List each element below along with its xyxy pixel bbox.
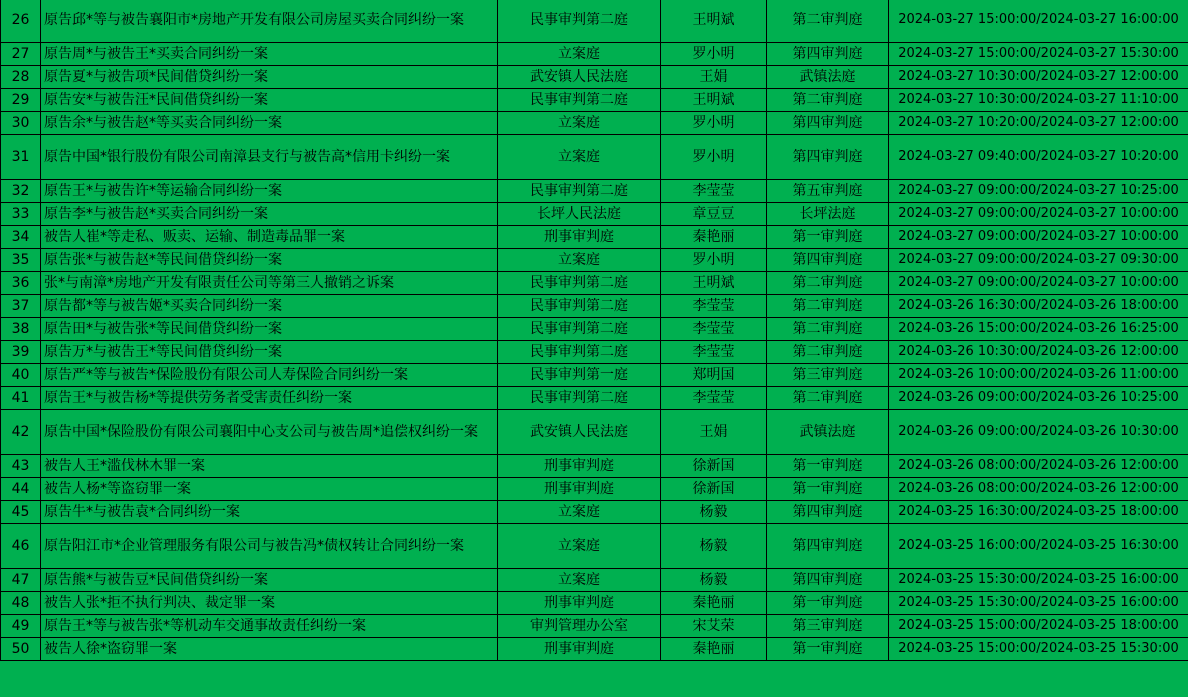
courtroom: 第一审判庭 xyxy=(767,592,889,615)
case-name: 原告余*与被告赵*等买卖合同纠纷一案 xyxy=(41,112,498,135)
courtroom: 第五审判庭 xyxy=(767,180,889,203)
hearing-time: 2024-03-27 10:20:00/2024-03-27 12:00:00 xyxy=(889,112,1188,135)
table-row xyxy=(1,203,1188,226)
presiding-judge: 王娟 xyxy=(661,66,767,89)
trial-department: 刑事审判庭 xyxy=(498,455,661,478)
presiding-judge: 杨毅 xyxy=(661,569,767,592)
hearing-time: 2024-03-26 16:30:00/2024-03-26 18:00:00 xyxy=(889,295,1188,318)
table-body xyxy=(1,0,1188,661)
courtroom: 第一审判庭 xyxy=(767,638,889,661)
presiding-judge: 罗小明 xyxy=(661,112,767,135)
case-name: 被告人张*拒不执行判决、裁定罪一案 xyxy=(41,592,498,615)
trial-department: 民事审判第二庭 xyxy=(498,387,661,410)
row-number: 46 xyxy=(1,524,41,569)
table-row xyxy=(1,318,1188,341)
trial-department: 刑事审判庭 xyxy=(498,638,661,661)
presiding-judge: 杨毅 xyxy=(661,524,767,569)
trial-department: 民事审判第二庭 xyxy=(498,180,661,203)
case-name: 原告邱*等与被告襄阳市*房地产开发有限公司房屋买卖合同纠纷一案 xyxy=(41,0,498,43)
table-row xyxy=(1,226,1188,249)
presiding-judge: 李莹莹 xyxy=(661,387,767,410)
case-name: 原告牛*与被告袁*合同纠纷一案 xyxy=(41,501,498,524)
case-name: 原告万*与被告王*等民间借贷纠纷一案 xyxy=(41,341,498,364)
hearing-time: 2024-03-27 09:00:00/2024-03-27 10:00:00 xyxy=(889,272,1188,295)
presiding-judge: 罗小明 xyxy=(661,43,767,66)
table-row xyxy=(1,295,1188,318)
presiding-judge: 徐新国 xyxy=(661,455,767,478)
hearing-time: 2024-03-26 15:00:00/2024-03-26 16:25:00 xyxy=(889,318,1188,341)
courtroom: 第二审判庭 xyxy=(767,0,889,43)
presiding-judge: 秦艳丽 xyxy=(661,638,767,661)
presiding-judge: 李莹莹 xyxy=(661,295,767,318)
courtroom: 第四审判庭 xyxy=(767,569,889,592)
hearing-time: 2024-03-27 10:30:00/2024-03-27 11:10:00 xyxy=(889,89,1188,112)
hearing-time: 2024-03-25 16:00:00/2024-03-25 16:30:00 xyxy=(889,524,1188,569)
hearing-time: 2024-03-25 15:30:00/2024-03-25 16:00:00 xyxy=(889,569,1188,592)
presiding-judge: 王娟 xyxy=(661,410,767,455)
presiding-judge: 秦艳丽 xyxy=(661,226,767,249)
trial-department: 民事审判第二庭 xyxy=(498,318,661,341)
table-row xyxy=(1,135,1188,180)
hearing-time: 2024-03-27 10:30:00/2024-03-27 12:00:00 xyxy=(889,66,1188,89)
row-number: 40 xyxy=(1,364,41,387)
hearing-time: 2024-03-25 16:30:00/2024-03-25 18:00:00 xyxy=(889,501,1188,524)
row-number: 34 xyxy=(1,226,41,249)
row-number: 45 xyxy=(1,501,41,524)
row-number: 47 xyxy=(1,569,41,592)
hearing-time: 2024-03-27 09:00:00/2024-03-27 10:00:00 xyxy=(889,226,1188,249)
trial-department: 民事审判第二庭 xyxy=(498,341,661,364)
hearing-time: 2024-03-25 15:30:00/2024-03-25 16:00:00 xyxy=(889,592,1188,615)
trial-department: 立案庭 xyxy=(498,43,661,66)
courtroom: 第二审判庭 xyxy=(767,341,889,364)
courtroom: 第二审判庭 xyxy=(767,272,889,295)
courtroom: 武镇法庭 xyxy=(767,410,889,455)
table-row xyxy=(1,249,1188,272)
trial-department: 刑事审判庭 xyxy=(498,226,661,249)
presiding-judge: 秦艳丽 xyxy=(661,592,767,615)
hearing-time: 2024-03-26 08:00:00/2024-03-26 12:00:00 xyxy=(889,455,1188,478)
table-row xyxy=(1,569,1188,592)
table-row xyxy=(1,341,1188,364)
trial-department: 武安镇人民法庭 xyxy=(498,66,661,89)
presiding-judge: 杨毅 xyxy=(661,501,767,524)
trial-department: 武安镇人民法庭 xyxy=(498,410,661,455)
row-number: 31 xyxy=(1,135,41,180)
courtroom: 第二审判庭 xyxy=(767,295,889,318)
table-row xyxy=(1,524,1188,569)
row-number: 29 xyxy=(1,89,41,112)
courtroom: 第四审判庭 xyxy=(767,524,889,569)
row-number: 41 xyxy=(1,387,41,410)
case-name: 原告王*与被告杨*等提供劳务者受害责任纠纷一案 xyxy=(41,387,498,410)
presiding-judge: 徐新国 xyxy=(661,478,767,501)
hearing-time: 2024-03-26 08:00:00/2024-03-26 12:00:00 xyxy=(889,478,1188,501)
row-number: 49 xyxy=(1,615,41,638)
row-number: 50 xyxy=(1,638,41,661)
presiding-judge: 宋艾荣 xyxy=(661,615,767,638)
presiding-judge: 郑明国 xyxy=(661,364,767,387)
case-name: 原告田*与被告张*等民间借贷纠纷一案 xyxy=(41,318,498,341)
hearing-time: 2024-03-26 10:00:00/2024-03-26 11:00:00 xyxy=(889,364,1188,387)
trial-department: 立案庭 xyxy=(498,569,661,592)
case-name: 被告人杨*等盗窃罪一案 xyxy=(41,478,498,501)
courtroom: 第三审判庭 xyxy=(767,364,889,387)
courtroom: 第四审判庭 xyxy=(767,135,889,180)
courtroom: 第四审判庭 xyxy=(767,249,889,272)
hearing-time: 2024-03-27 15:00:00/2024-03-27 15:30:00 xyxy=(889,43,1188,66)
table-row xyxy=(1,455,1188,478)
hearing-time: 2024-03-27 09:00:00/2024-03-27 10:00:00 xyxy=(889,203,1188,226)
presiding-judge: 罗小明 xyxy=(661,249,767,272)
table-row xyxy=(1,112,1188,135)
row-number: 33 xyxy=(1,203,41,226)
hearing-time: 2024-03-26 09:00:00/2024-03-26 10:30:00 xyxy=(889,410,1188,455)
trial-department: 民事审判第二庭 xyxy=(498,89,661,112)
row-number: 37 xyxy=(1,295,41,318)
table-row xyxy=(1,387,1188,410)
presiding-judge: 王明斌 xyxy=(661,0,767,43)
presiding-judge: 李莹莹 xyxy=(661,180,767,203)
table-row xyxy=(1,43,1188,66)
courtroom: 第一审判庭 xyxy=(767,455,889,478)
case-name: 原告严*等与被告*保险股份有限公司人寿保险合同纠纷一案 xyxy=(41,364,498,387)
row-number: 28 xyxy=(1,66,41,89)
courtroom: 第一审判庭 xyxy=(767,226,889,249)
row-number: 48 xyxy=(1,592,41,615)
case-name: 被告人崔*等走私、贩卖、运输、制造毒品罪一案 xyxy=(41,226,498,249)
courtroom: 第三审判庭 xyxy=(767,615,889,638)
courtroom: 第二审判庭 xyxy=(767,318,889,341)
hearing-time: 2024-03-27 09:00:00/2024-03-27 10:25:00 xyxy=(889,180,1188,203)
trial-department: 立案庭 xyxy=(498,135,661,180)
presiding-judge: 王明斌 xyxy=(661,89,767,112)
row-number: 27 xyxy=(1,43,41,66)
trial-department: 立案庭 xyxy=(498,112,661,135)
presiding-judge: 王明斌 xyxy=(661,272,767,295)
row-number: 30 xyxy=(1,112,41,135)
courtroom: 第二审判庭 xyxy=(767,387,889,410)
table-row xyxy=(1,66,1188,89)
table-row xyxy=(1,272,1188,295)
row-number: 39 xyxy=(1,341,41,364)
presiding-judge: 李莹莹 xyxy=(661,318,767,341)
table-row xyxy=(1,180,1188,203)
trial-department: 民事审判第二庭 xyxy=(498,295,661,318)
hearing-time: 2024-03-27 09:00:00/2024-03-27 09:30:00 xyxy=(889,249,1188,272)
presiding-judge: 罗小明 xyxy=(661,135,767,180)
trial-department: 民事审判第一庭 xyxy=(498,364,661,387)
table-row xyxy=(1,638,1188,661)
presiding-judge: 李莹莹 xyxy=(661,341,767,364)
case-name: 原告张*与被告赵*等民间借贷纠纷一案 xyxy=(41,249,498,272)
row-number: 32 xyxy=(1,180,41,203)
courtroom: 第四审判庭 xyxy=(767,112,889,135)
hearing-time: 2024-03-27 09:40:00/2024-03-27 10:20:00 xyxy=(889,135,1188,180)
table-row xyxy=(1,501,1188,524)
trial-department: 刑事审判庭 xyxy=(498,592,661,615)
row-number: 44 xyxy=(1,478,41,501)
case-name: 原告李*与被告赵*买卖合同纠纷一案 xyxy=(41,203,498,226)
table-row xyxy=(1,592,1188,615)
case-name: 张*与南漳*房地产开发有限责任公司等第三人撤销之诉案 xyxy=(41,272,498,295)
hearing-time: 2024-03-25 15:00:00/2024-03-25 15:30:00 xyxy=(889,638,1188,661)
trial-department: 审判管理办公室 xyxy=(498,615,661,638)
case-name: 原告王*等与被告张*等机动车交通事故责任纠纷一案 xyxy=(41,615,498,638)
hearing-time: 2024-03-26 09:00:00/2024-03-26 10:25:00 xyxy=(889,387,1188,410)
case-name: 原告都*等与被告姬*买卖合同纠纷一案 xyxy=(41,295,498,318)
trial-department: 民事审判第二庭 xyxy=(498,272,661,295)
trial-department: 立案庭 xyxy=(498,501,661,524)
case-name: 原告夏*与被告项*民间借贷纠纷一案 xyxy=(41,66,498,89)
trial-department: 刑事审判庭 xyxy=(498,478,661,501)
case-name: 原告熊*与被告豆*民间借贷纠纷一案 xyxy=(41,569,498,592)
trial-department: 立案庭 xyxy=(498,249,661,272)
case-name: 原告周*与被告王*买卖合同纠纷一案 xyxy=(41,43,498,66)
table-row xyxy=(1,89,1188,112)
row-number: 38 xyxy=(1,318,41,341)
table-row xyxy=(1,478,1188,501)
presiding-judge: 章豆豆 xyxy=(661,203,767,226)
trial-department: 民事审判第二庭 xyxy=(498,0,661,43)
hearing-time: 2024-03-27 15:00:00/2024-03-27 16:00:00 xyxy=(889,0,1188,43)
row-number: 42 xyxy=(1,410,41,455)
hearing-time: 2024-03-25 15:00:00/2024-03-25 18:00:00 xyxy=(889,615,1188,638)
courtroom: 武镇法庭 xyxy=(767,66,889,89)
trial-department: 长坪人民法庭 xyxy=(498,203,661,226)
courtroom: 长坪法庭 xyxy=(767,203,889,226)
row-number: 26 xyxy=(1,0,41,43)
courtroom: 第二审判庭 xyxy=(767,89,889,112)
courtroom: 第一审判庭 xyxy=(767,478,889,501)
case-name: 被告人徐*盗窃罪一案 xyxy=(41,638,498,661)
courtroom: 第四审判庭 xyxy=(767,501,889,524)
courtroom: 第四审判庭 xyxy=(767,43,889,66)
case-name: 原告安*与被告汪*民间借贷纠纷一案 xyxy=(41,89,498,112)
trial-department: 立案庭 xyxy=(498,524,661,569)
case-name: 被告人王*滥伐林木罪一案 xyxy=(41,455,498,478)
table-row xyxy=(1,364,1188,387)
row-number: 36 xyxy=(1,272,41,295)
table-row xyxy=(1,0,1188,43)
hearing-time: 2024-03-26 10:30:00/2024-03-26 12:00:00 xyxy=(889,341,1188,364)
table-row xyxy=(1,615,1188,638)
row-number: 43 xyxy=(1,455,41,478)
case-name: 原告中国*银行股份有限公司南漳县支行与被告高*信用卡纠纷一案 xyxy=(41,135,498,180)
case-name: 原告中国*保险股份有限公司襄阳中心支公司与被告周*追偿权纠纷一案 xyxy=(41,410,498,455)
table-row xyxy=(1,410,1188,455)
case-name: 原告王*与被告许*等运输合同纠纷一案 xyxy=(41,180,498,203)
row-number: 35 xyxy=(1,249,41,272)
case-name: 原告阳江市*企业管理服务有限公司与被告冯*债权转让合同纠纷一案 xyxy=(41,524,498,569)
